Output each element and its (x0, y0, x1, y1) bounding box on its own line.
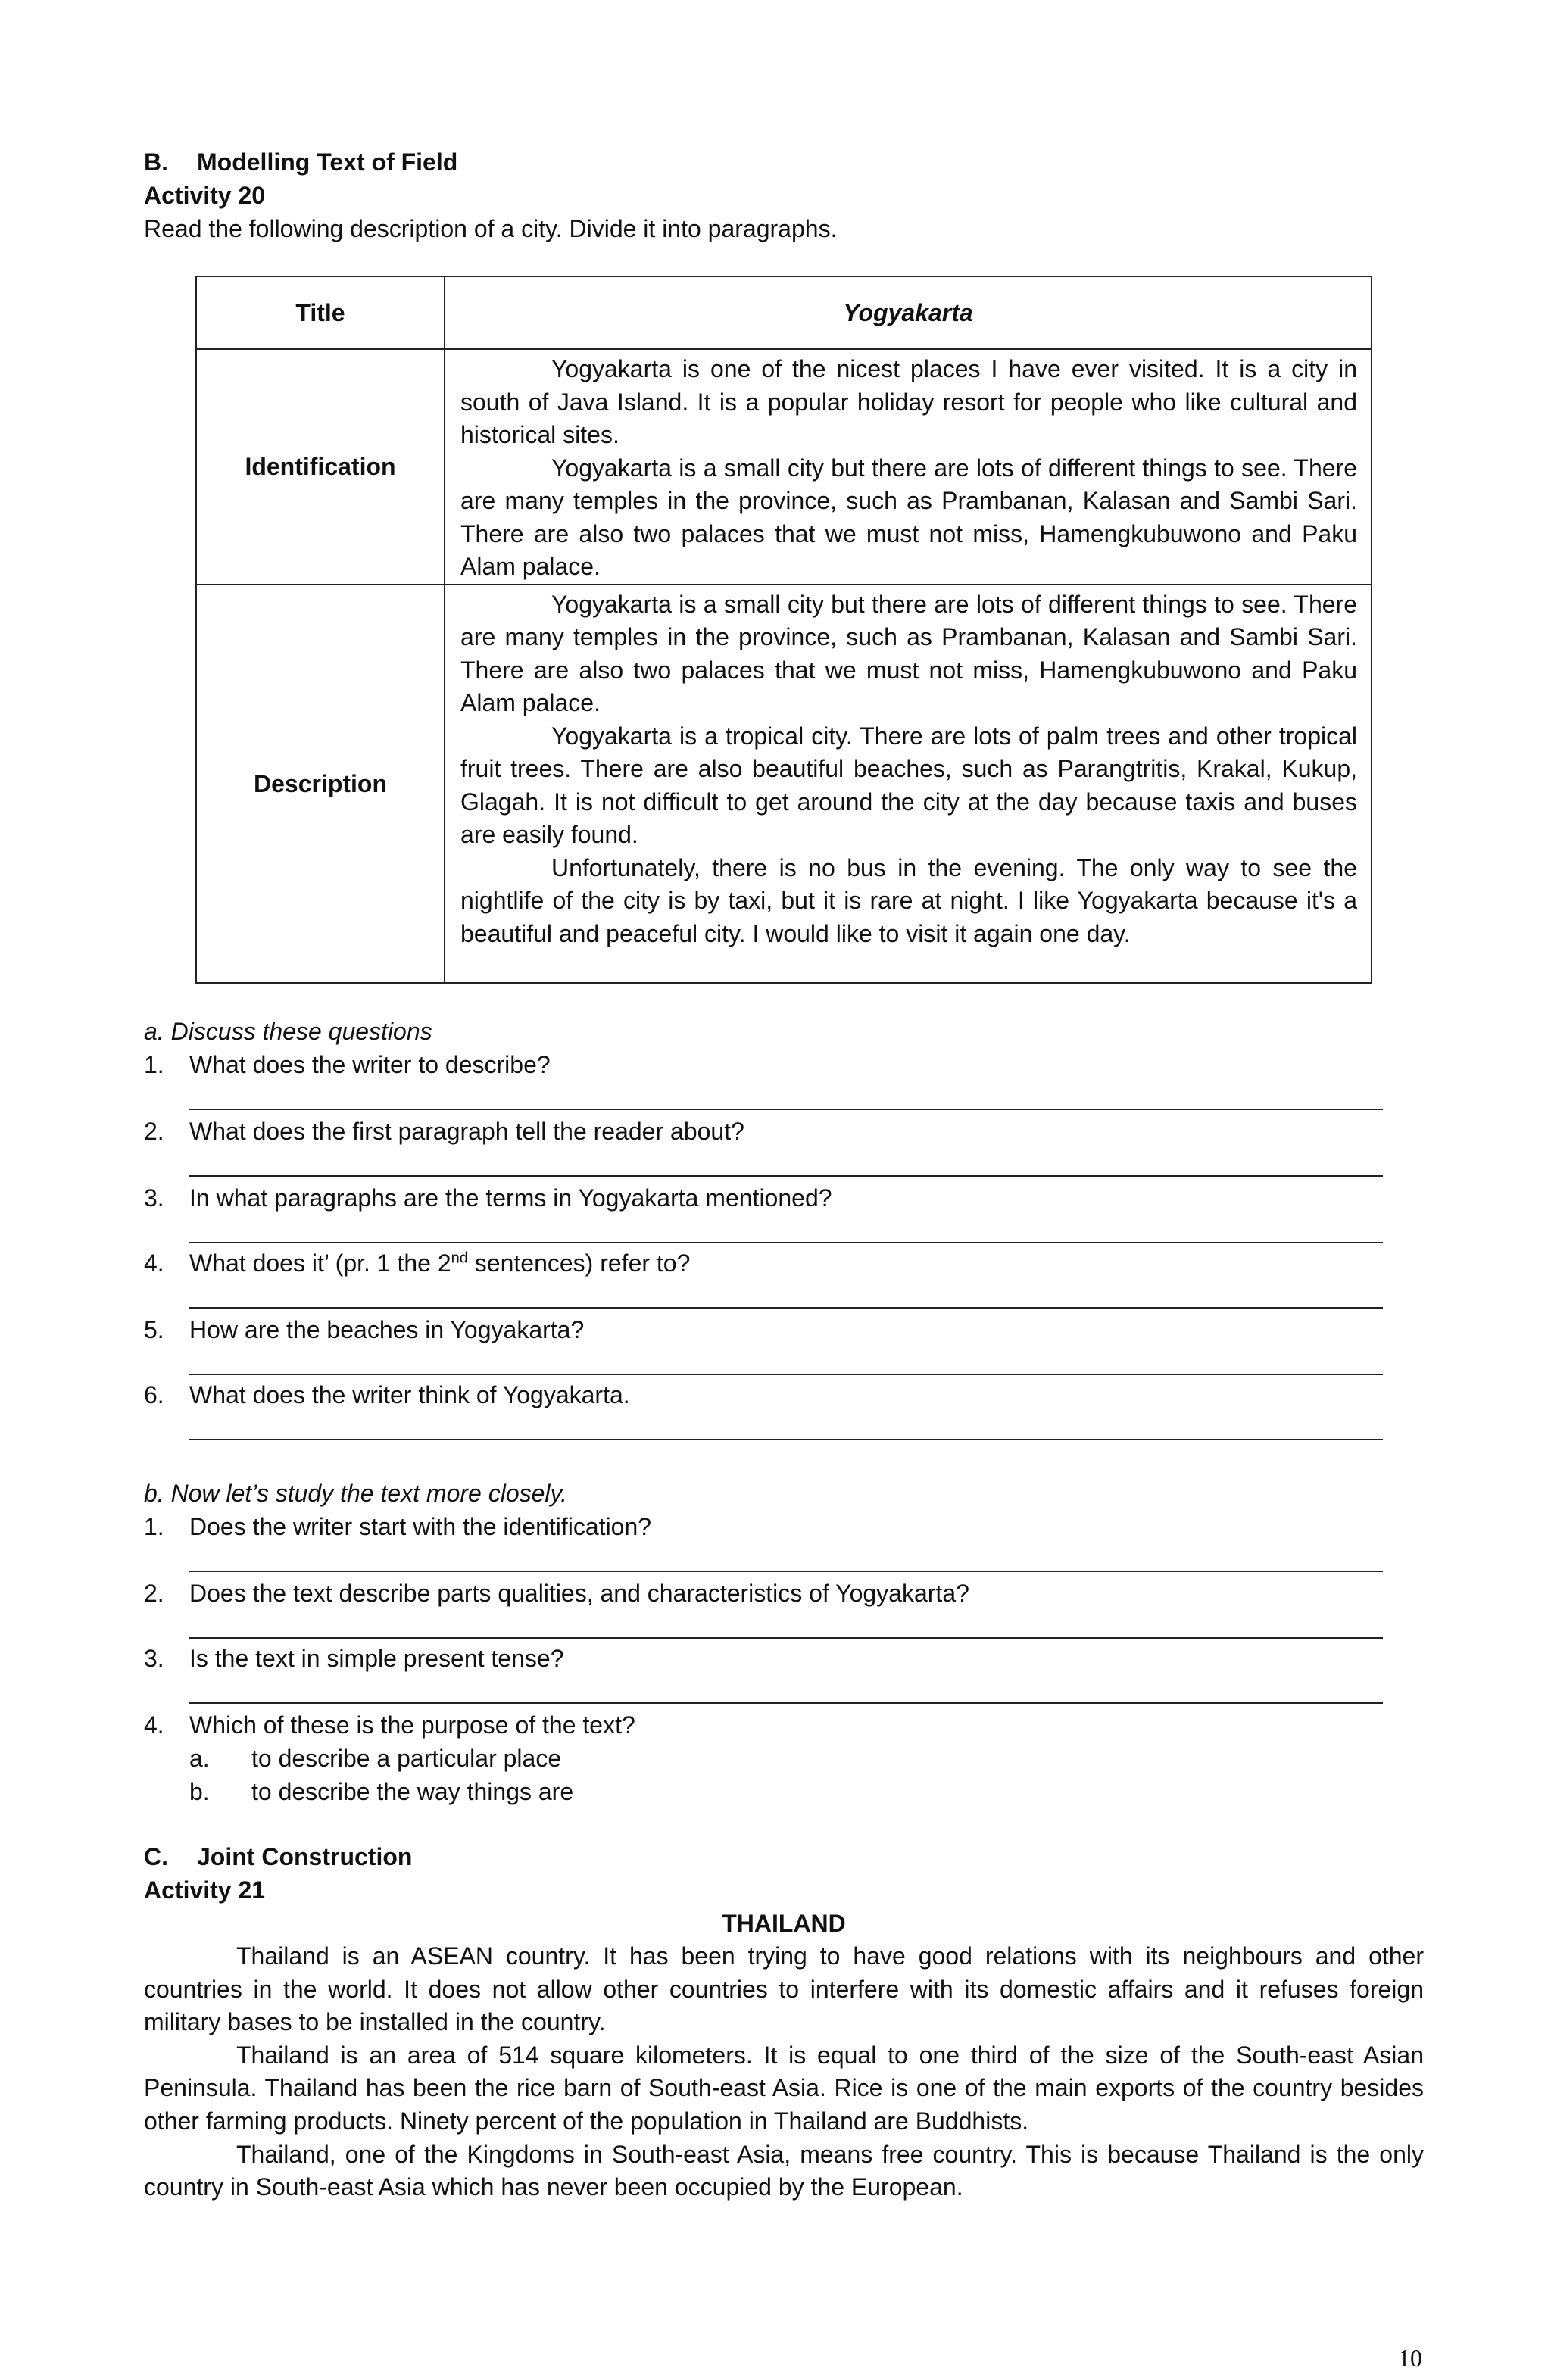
section-b-title (144, 145, 1424, 179)
option-letter: a. (189, 1745, 210, 1772)
answer-line[interactable] (189, 1571, 1383, 1572)
answer-line[interactable] (189, 1242, 1383, 1243)
activity-21-label: Activity 21 (144, 1876, 266, 1904)
identification-label-cell: Identification (196, 349, 445, 585)
question-number: 1. (144, 1513, 164, 1540)
study-heading: b. Now let’s study the text more closely. (144, 1480, 568, 1507)
study-question-1 (144, 1510, 1424, 1543)
study-question-4 (144, 1708, 1424, 1808)
question-text: What does the first paragraph tell the reader about? (189, 1118, 744, 1145)
discuss-question-3 (144, 1181, 1424, 1215)
discuss-question-5 (144, 1313, 1424, 1346)
answer-line[interactable] (189, 1702, 1383, 1704)
section-c-title-text: Joint Construction (197, 1843, 413, 1870)
question-text-part: What does it’ (pr. 1 the 2 (189, 1249, 451, 1277)
question-text: How are the beaches in Yogyakarta? (189, 1316, 585, 1343)
ordinal-superscript: nd (451, 1249, 468, 1267)
answer-line[interactable] (189, 1307, 1383, 1309)
question-text: What does the writer to describe? (189, 1051, 551, 1078)
thailand-paragraph: Thailand, one of the Kingdoms in South-east Asia, means free country. This is because Thailand is the only country in South-east Asia which has never been occupied by the European. (144, 2140, 1424, 2201)
question-number: 4. (144, 1249, 164, 1277)
question-number: 1. (144, 1051, 164, 1078)
description-paragraph: Yogyakarta is a small city but there are lots of different things to see. There are many temples in the province, such as Prambanan, Kalasan and Sambi Sari. There are also two palaces that we must not miss, Hamengkubuwono and Paku Alam palace. (460, 590, 1357, 716)
title-value-cell: Yogyakarta (445, 276, 1372, 349)
discuss-section (144, 1015, 1424, 1048)
thailand-title: THAILAND (722, 1910, 846, 1937)
question-text: In what paragraphs are the terms in Yogyakarta mentioned? (189, 1184, 832, 1212)
study-question-3 (144, 1642, 1424, 1675)
table-row-title (196, 276, 1372, 349)
answer-line[interactable] (189, 1109, 1383, 1110)
question-number: 5. (144, 1316, 164, 1343)
table-row-description (196, 585, 1372, 983)
discuss-question-6 (144, 1378, 1424, 1411)
question-text: Which of these is the purpose of the text? (189, 1711, 635, 1739)
question-text: Does the writer start with the identification? (189, 1513, 652, 1540)
question-number: 2. (144, 1580, 164, 1607)
question-text (189, 1246, 690, 1280)
description-label-cell: Description (196, 585, 445, 983)
description-paragraph: Yogyakarta is a tropical city. There are lots of palm trees and other tropical fruit trees. There are also beautiful beaches, such as Parangtritis, Krakal, Kukup, Glagah. It is not difficult to get around the city at the day because taxis and buses are easily found. (460, 722, 1357, 848)
option-letter: b. (189, 1778, 210, 1805)
section-c-header (144, 1840, 1424, 1907)
option-a[interactable] (144, 1742, 1424, 1775)
option-text: to describe a particular place (251, 1745, 562, 1772)
thailand-paragraph: Thailand is an ASEAN country. It has been trying to have good relations with its neighbours and other countries in the world. It does not allow other countries to interfere with its domestic affairs and it refuses foreign military bases to be installed in the country. (144, 1942, 1424, 2036)
table-row-identification (196, 349, 1372, 585)
question-number: 3. (144, 1645, 164, 1672)
option-text: to describe the way things are (251, 1778, 574, 1805)
thailand-text (144, 1940, 1424, 2204)
question-text: Does the text describe parts qualities, and characteristics of Yogyakarta? (189, 1580, 969, 1607)
section-b-letter: B. (144, 148, 168, 176)
question-number: 6. (144, 1381, 164, 1408)
answer-line[interactable] (189, 1374, 1383, 1375)
identification-paragraph: Yogyakarta is a small city but there are lots of different things to see. There are many temples in the province, such as Prambanan, Kalasan and Sambi Sari. There are also two palaces that we must not miss, Hamengkubuwono and Paku Alam palace. (460, 454, 1357, 580)
discuss-question-2 (144, 1115, 1424, 1148)
answer-line[interactable] (189, 1175, 1383, 1177)
discuss-heading: a. Discuss these questions (144, 1018, 432, 1045)
discuss-question-1 (144, 1048, 1424, 1081)
identification-paragraph: Yogyakarta is one of the nicest places I have ever visited. It is a city in south of Java Island. It is a popular holiday resort for people who like cultural and historical sites. (460, 355, 1357, 448)
question-number: 2. (144, 1118, 164, 1145)
question-text: Is the text in simple present tense? (189, 1645, 564, 1672)
section-c-title (144, 1840, 1424, 1873)
option-b[interactable] (144, 1775, 1424, 1808)
study-question-2 (144, 1577, 1424, 1610)
answer-line[interactable] (189, 1439, 1383, 1440)
study-section (144, 1477, 1424, 1510)
section-b-title-text: Modelling Text of Field (197, 148, 458, 176)
activity-20-label: Activity 20 (144, 182, 266, 209)
answer-line[interactable] (189, 1637, 1383, 1639)
question-number: 4. (144, 1711, 164, 1739)
question-number: 3. (144, 1184, 164, 1212)
identification-text-cell (445, 349, 1372, 585)
section-c-letter: C. (144, 1843, 168, 1870)
title-label-cell: Title (196, 276, 445, 349)
description-paragraph: Unfortunately, there is no bus in the evening. The only way to see the nightlife of the city is by taxi, but it is rare at night. I like Yogyakarta because it's a beautiful and peaceful city. I would like to visit it again one day. (460, 853, 1357, 947)
thailand-paragraph: Thailand is an area of 514 square kilometers. It is equal to one third of the size of the South-east Asian Peninsula. Thailand has been the rice barn of South-east Asia. Rice is one of the main exports of the country besides other farming products. Ninety percent of the population in Thailand are Buddhists. (144, 2041, 1424, 2135)
section-b-header (144, 145, 1424, 245)
page-number: 10 (1398, 2344, 1422, 2372)
question-text-part: sentences) refer to? (467, 1249, 691, 1277)
discuss-question-4 (144, 1246, 1424, 1280)
description-text-cell (445, 585, 1372, 983)
yogyakarta-table (195, 276, 1372, 984)
activity-20-instruction: Read the following description of a city. Divide it into paragraphs. (144, 215, 838, 242)
question-text: What does the writer think of Yogyakarta. (189, 1381, 630, 1408)
